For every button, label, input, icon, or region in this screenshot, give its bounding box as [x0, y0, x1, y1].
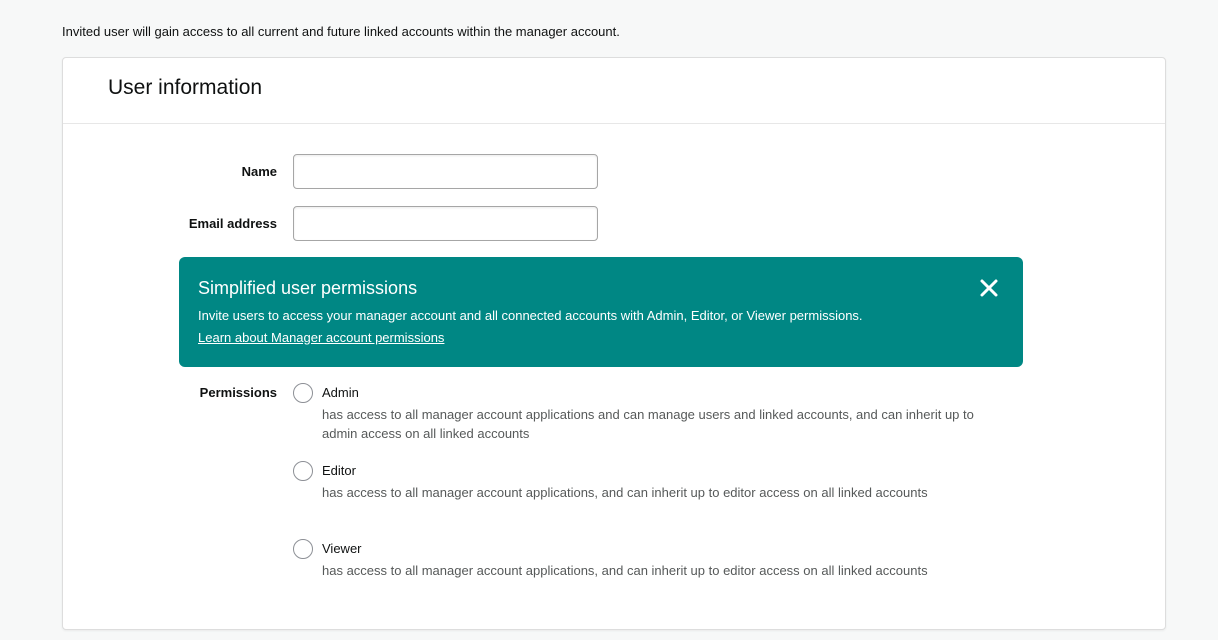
- editor-radio[interactable]: [293, 461, 313, 481]
- banner-text: Invite users to access your manager account and all connected accounts with Admin, Editor, or Viewer permissions.: [198, 308, 863, 323]
- name-label: Name: [241, 164, 277, 179]
- banner-title: Simplified user permissions: [198, 278, 418, 298]
- learn-permissions-link[interactable]: Learn about Manager account permissions: [198, 330, 445, 345]
- email-input[interactable]: [293, 206, 598, 241]
- editor-option-label[interactable]: Editor: [322, 463, 356, 478]
- user-information-card: [62, 57, 1166, 630]
- admin-radio[interactable]: [293, 383, 313, 403]
- viewer-option-description: has access to all manager account applications, and can inherit up to editor access on all linked accounts: [322, 563, 928, 578]
- admin-option-label[interactable]: Admin: [322, 385, 359, 400]
- permissions-info-banner: [179, 257, 1023, 367]
- admin-option-description: has access to all manager account applications and can manage users and linked accounts, and can inherit up to admin access on all linked accounts: [322, 407, 974, 441]
- card-header: [63, 58, 1165, 124]
- name-input[interactable]: [293, 154, 598, 189]
- viewer-radio[interactable]: [293, 539, 313, 559]
- permissions-label: Permissions: [199, 385, 277, 400]
- card-title: User information: [108, 76, 263, 99]
- editor-option-description: has access to all manager account applications, and can inherit up to editor access on all linked accounts: [322, 485, 928, 500]
- viewer-option-label[interactable]: Viewer: [322, 541, 362, 556]
- intro-text: Invited user will gain access to all current and future linked accounts within the manager account.: [62, 24, 620, 39]
- close-icon[interactable]: [979, 277, 999, 299]
- email-label: Email address: [188, 216, 277, 231]
